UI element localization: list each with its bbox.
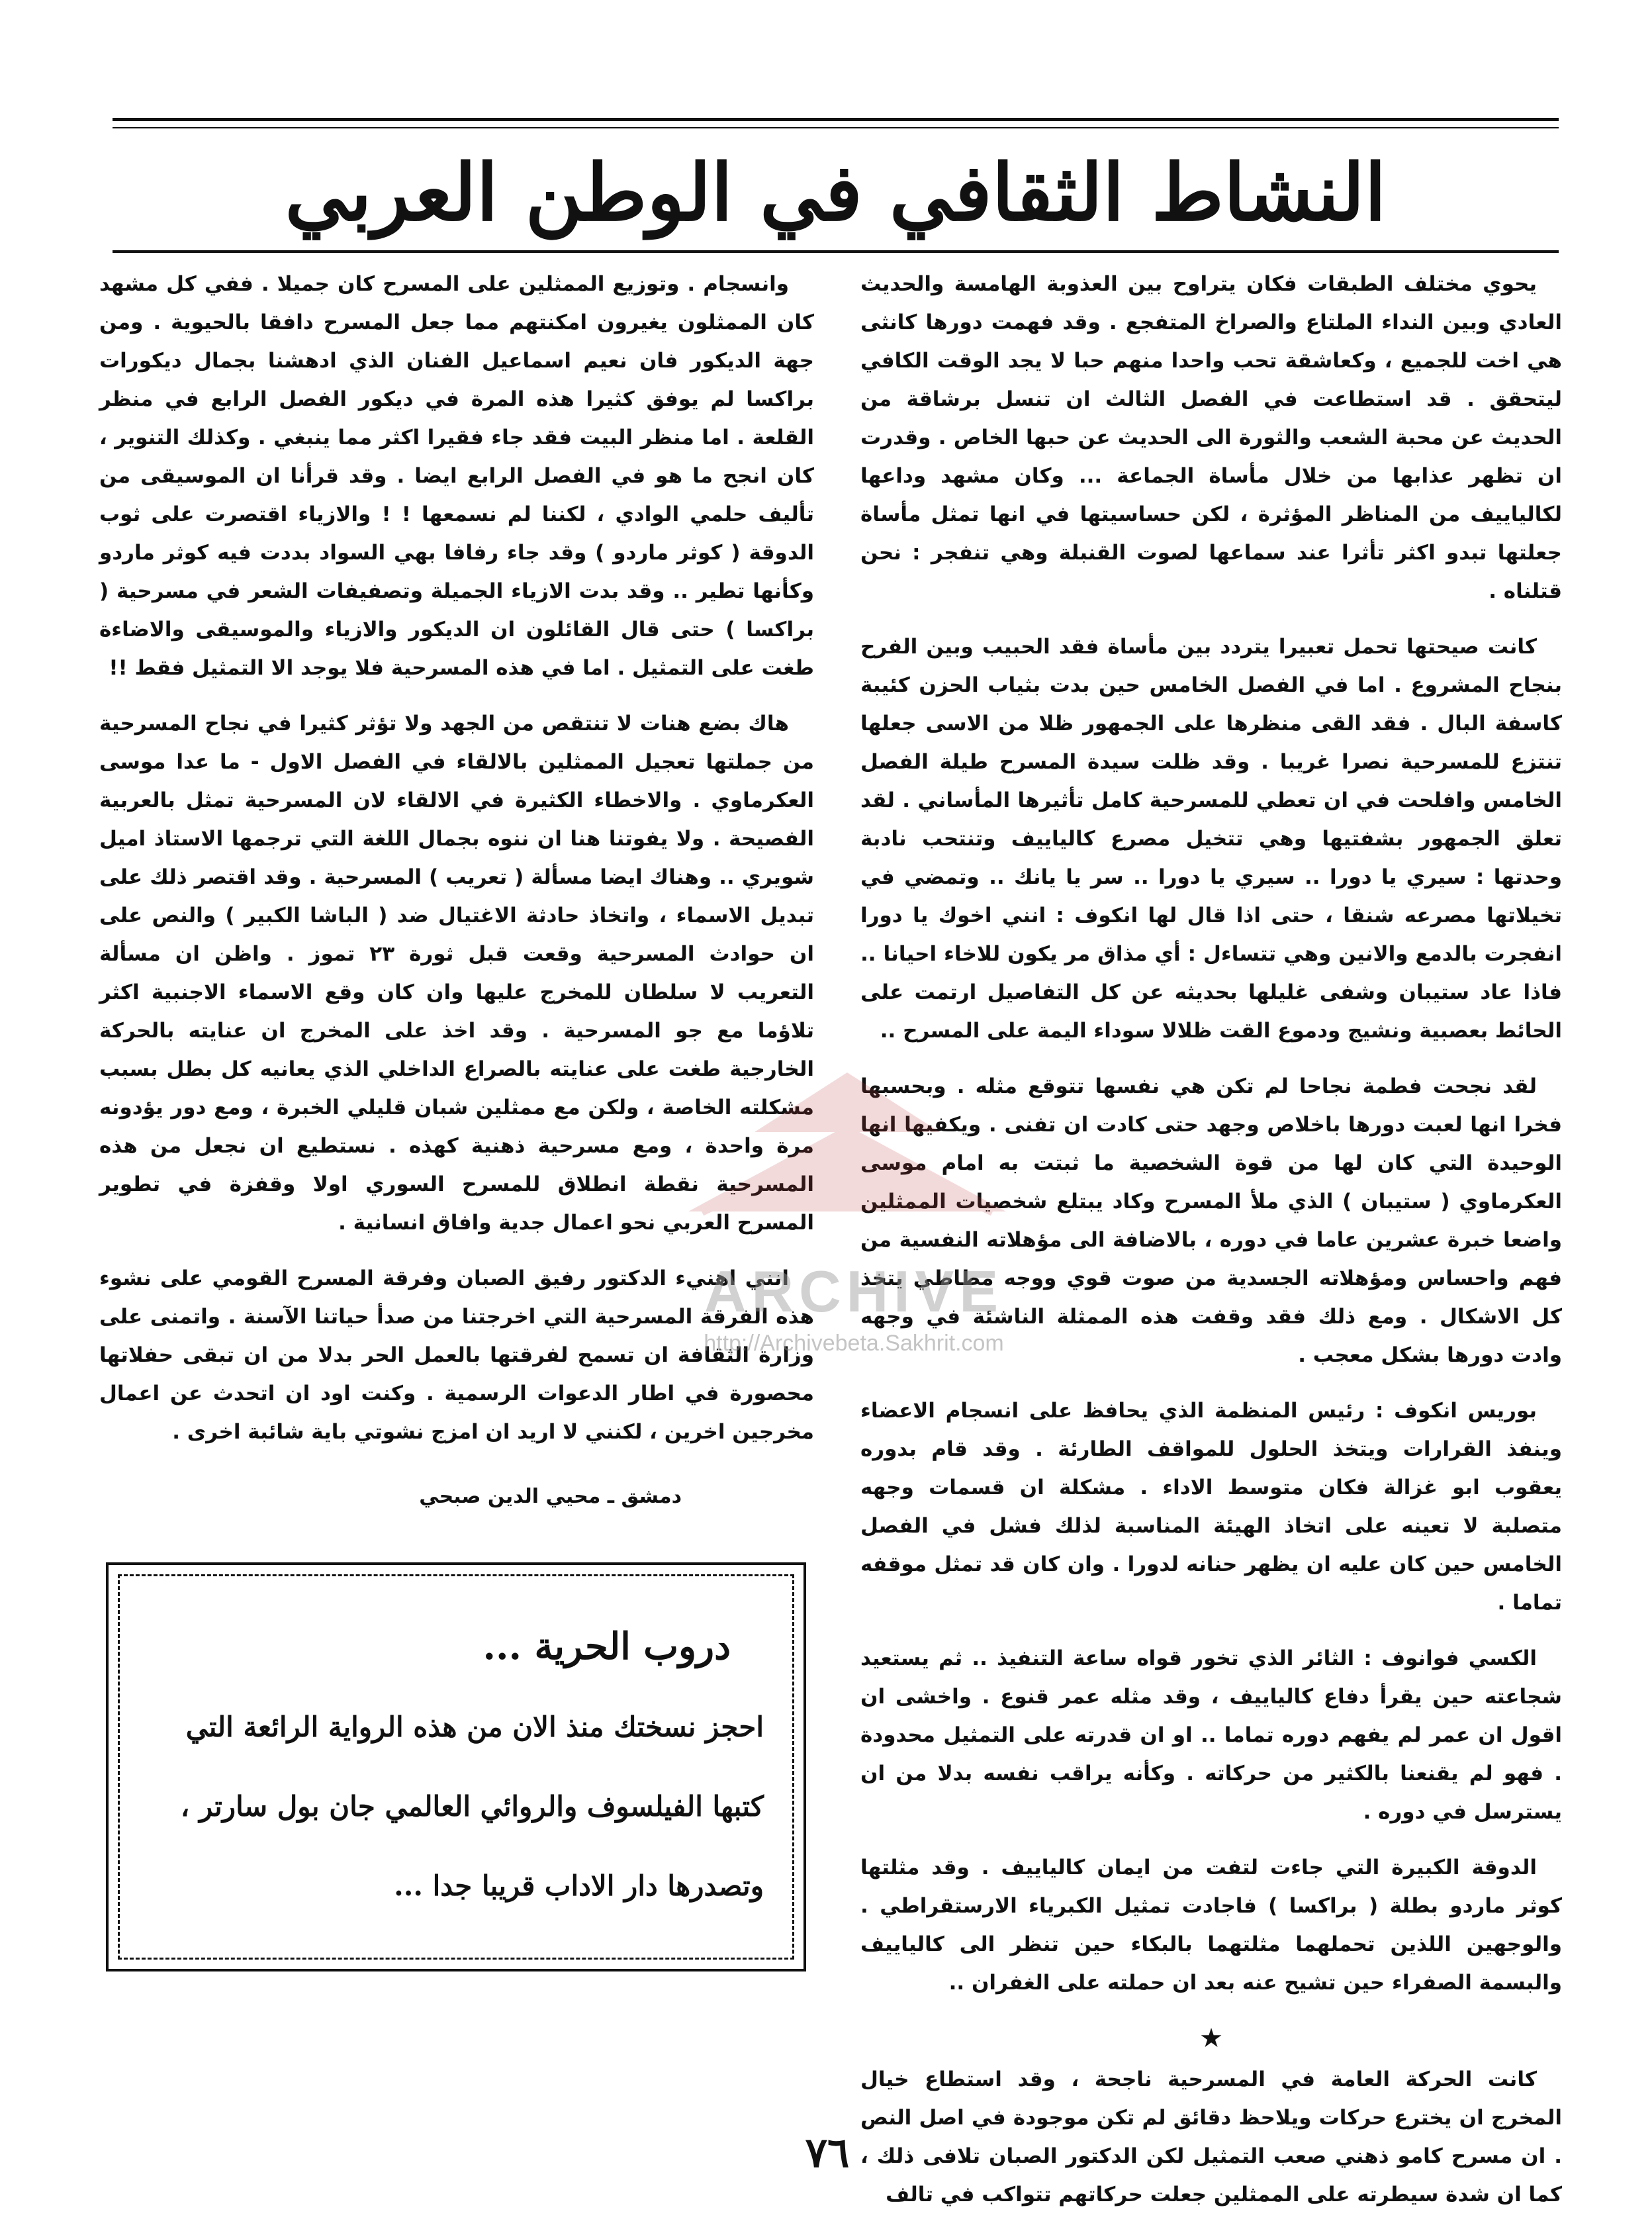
left-paragraph-2: هاك بضع هنات لا تنتقص من الجهد ولا تؤثر كثيرا في نجاح المسرحية من جملتها تعجيل الممثلين بالالقاء في الفصل الاول - ما عدا موسى العكرماوي . والاخطاء الكثيرة في الالقاء لان المسرحية تمثل بالعربية الفصيحة . ولا يفوتنا هنا ان ننوه بجمال اللغة التي ترجمها الاستاذ اميل شويري .. وهناك ايضا مسألة ( تعريب ) المسرحية . وقد اقتصر ذلك على تبديل الاسماء ، واتخاذ حادثة الاغتيال ضد ( الباشا الكبير ) والنص على ان حوادث المسرحية وقعت قبل ثورة ٢٣ تموز . واظن ان مسألة التعريب لا سلطان للمخرج عليها وان كان وقع الاسماء الاجنبية اكثر تلاؤما مع جو المسرحية . وقد اخذ على المخرج ان عنايته بالحركة الخارجية طغت على عنايته بالصراع الداخلي الذي يعانيه كل بطل بسبب مشكلته الخاصة ، ولكن مع ممثلين شبان قليلي الخبرة ، ومع دور يؤدونه مرة واحدة ، ومع مسرحية ذهنية كهذه . نستطيع ان نجعل من هذه المسرحية نقطة انطلاق للمسرح السوري اولا وقفزة في تطوير المسرح العربي نحو اعمال جدية وافاق انسانية .	[99, 712, 814, 1235]
right-column	[860, 265, 1562, 2231]
left-paragraph-1: وانسجام . وتوزيع الممثلين على المسرح كان جميلا . ففي كل مشهد كان الممثلون يغيرون امكنتهم مما جعل المسرح دافقا بالحيوية . ومن جهة الديكور فان نعيم اسماعيل الفنان الذي ادهشنا بجمال ديكورات براكسا لم يوفق كثيرا هذه المرة في ديكور الفصل الرابع في منظر القلعة . اما منظر البيت فقد جاء فقيرا اكثر مما ينبغي . وكذلك التنوير ، كان انجح ما هو في الفصل الرابع ايضا . وقد قرأنا ان الموسيقى من تأليف حلمي الوادي ، لكننا لم نسمعها ! ! والازياء اقتصرت على ثوب الدوقة ( كوثر ماردو ) وقد جاء رفافا بهي السواد بددت فيه كوثر ماردو وكأنها تطير .. وقد بدت الازياء الجميلة وتصفيفات الشعر في مسرحية ( براكسا ) حتى قال القائلون ان الديكور والازياء والموسيقى والاضاءة طغت على التمثيل . اما في هذه المسرحية فلا يوجد الا التمثيل فقط !!	[99, 272, 814, 680]
header-rule-bottom	[113, 250, 1559, 253]
left-paragraph-3: انني اهنيء الدكتور رفيق الصبان وفرقة المسرح القومي على نشوء هذه الفرقة المسرحية التي اخرجتنا من صدأ حياتنا الآسنة . واتمنى على وزارة الثقافة ان تسمح لفرقتها بالعمل الحر بدلا من ان تبقى حفلاتها محصورة في اطار الدعوات الرسمية . وكنت اود ان اتحدث عن اعمال مخرجين اخرين ، لكنني لا اريد ان امزج نشوتي باية شائبة اخرى .	[99, 1266, 814, 1444]
right-paragraph-4: بوريس انكوف : رئيس المنظمة الذي يحافظ على انسجام الاعضاء وينفذ القرارات ويتخذ الحلول للمواقف الطارئة . وقد قام بدوره يعقوب ابو غزالة فكان متوسط الاداء . مشكلة ان قسمات وجهه متصلبة لا تعينه على اتخاذ الهيئة المناسبة لذلك فشل في الفصل الخامس حين كان عليه ان يظهر حنانه لدورا . وان كان قد تمثل موقفه تماما .	[860, 1399, 1562, 1615]
advertisement-line-3: وتصدرها دار الاداب قريبا جدا ...	[394, 1870, 764, 1902]
right-paragraph-2: كانت صيحتها تحمل تعبيرا يتردد بين مأساة فقد الحبيب وبين الفرح بنجاح المشروع . اما في الفصل الخامس حين بدت بثياب الحزن كئيبة كاسفة البال . فقد القى منظرها على الجمهور ظلا من الاسى جعلها تنتزع للمسرحية نصرا غريبا . وقد ظلت سيدة المسرح طيلة الفصل الخامس وافلحت في ان تعطي للمسرحية كامل تأثيرها المأساني . لقد تعلق الجمهور بشفتيها وهي تتخيل مصرع كالياييف وتنتحب نادبة وحدتها : سيري يا دورا .. سيري يا دورا .. سر يا يانك .. وتمضي في تخيلاتها مصرعه شنقا ، حتى اذا قال لها انكوف : انني اخوك يا دورا انفجرت بالدمع والانين وهي تتساءل : أي مذاق مر يكون للاخاء احيانا .. فاذا عاد ستيبان وشفى غليلها بحديثه عن كل التفاصيل ارتمت على الحائط بعصبية ونشيج ودموع القت ظلالا سوداء اليمة على المسرح ..	[860, 635, 1562, 1043]
watermark-url: http://Archivebeta.Sakhrit.com	[704, 1331, 1004, 1356]
advertisement-box	[106, 1562, 806, 1971]
advertisement-title: دروب الحرية ...	[482, 1625, 731, 1668]
page-number: ٧٦	[805, 2128, 850, 2177]
advertisement-line-1: احجز نسختك منذ الان من هذه الرواية الرائعة التي	[185, 1711, 764, 1743]
page-title: النشاط الثقافي في الوطن العربي	[285, 146, 1387, 238]
star-separator-icon: ★	[1199, 2023, 1223, 2054]
page-header	[113, 118, 1559, 257]
right-paragraph-1: يحوي مختلف الطبقات فكان يتراوح بين العذوبة الهامسة والحديث العادي وبين النداء الملتاع والصراخ المتفجع . وقد فهمت دورها كانثى هي اخت للجميع ، وكعاشقة تحب واحدا منهم حبا لا يجد الوقت الكافي ليتحقق . قد استطاعت في الفصل الثالث ان تنسل برشاقة من الحديث عن محبة الشعب والثورة الى الحديث عن حبها الخاص . وقدرت ان تظهر عذابها من خلال مأساة الجماعة ... وكان مشهد وداعها لكالياييف من المناظر المؤثرة ، لكن حساسيتها في انها تمثل مأساة جعلتها تبدو اكثر تأثرا عند سماعها لصوت القنبلة وهي تنفجر : نحن قتلناه .	[860, 272, 1562, 603]
header-rule-top-thin	[113, 127, 1559, 128]
author-signature: دمشق ـ محيي الدين صبحي	[419, 1485, 682, 1508]
right-paragraph-6: الدوقة الكبيرة التي جاءت لتفت من ايمان كالياييف . وقد مثلتها كوثر ماردو بطلة ( براكسا ) فاجادت تمثيل الكبرياء الارستقراطي . والوجهين اللذين تحملهما مثلتهما بالبكاء حين تنظر الى كالياييف والبسمة الصفراء حين تشيح عنه بعد ان حملته على الغفران ..	[860, 1856, 1562, 1995]
right-paragraph-7: كانت الحركة العامة في المسرحية ناجحة ، وقد استطاع خيال المخرج ان يخترع حركات ويلاحظ دقائق لم تكن موجودة في اصل النص . ان مسرح كامو ذهني صعب التمثيل لكن الدكتور الصبان تلافى ذلك ، كما ان شدة سيطرته على الممثلين جعلت حركاتهم تتواكب في تالف	[860, 2067, 1562, 2207]
right-paragraph-5: الكسي فوانوف : الثائر الذي تخور قواه ساعة التنفيذ .. ثم يستعيد شجاعته حين يقرأ دفاع كالياييف ، وقد مثله عمر قنوع . واخشى ان اقول ان عمر لم يفهم دوره تماما .. او ان قدرته على التمثيل محدودة . فهو لم يقنعنا بالكثير من حركاته . وكأنه يراقب نفسه بدلا من ان يسترسل في دوره .	[860, 1646, 1562, 1824]
advertisement-line-2: كتبها الفيلسوف والروائي العالمي جان بول سارتر ،	[180, 1790, 764, 1823]
header-rule-top	[113, 118, 1559, 121]
watermark-text: ARCHIVE	[704, 1258, 1004, 1324]
right-paragraph-3: لقد نجحت فطمة نجاحا لم تكن هي نفسها تتوقع مثله . وبحسبها فخرا انها لعبت دورها باخلاص وجهد حتى كادت ان تفنى . ويكفيها انها الوحيدة التي كان لها من قوة الشخصية ما ثبتت به امام موسى العكرماوي ( ستيبان ) الذي ملأ المسرح وكاد يبتلع شخصيات الممثلين واضعا خبرة عشرين عاما في دوره ، بالاضافة الى مؤهلاته النفسية من فهم واحساس ومؤهلاته الجسدية من صوت قوي ووجه مطاطي يتخذ كل الاشكال . ومع ذلك فقد وقفت هذه الممثلة الناشئة في وجهه وادت دورها بشكل معجب .	[860, 1074, 1562, 1367]
